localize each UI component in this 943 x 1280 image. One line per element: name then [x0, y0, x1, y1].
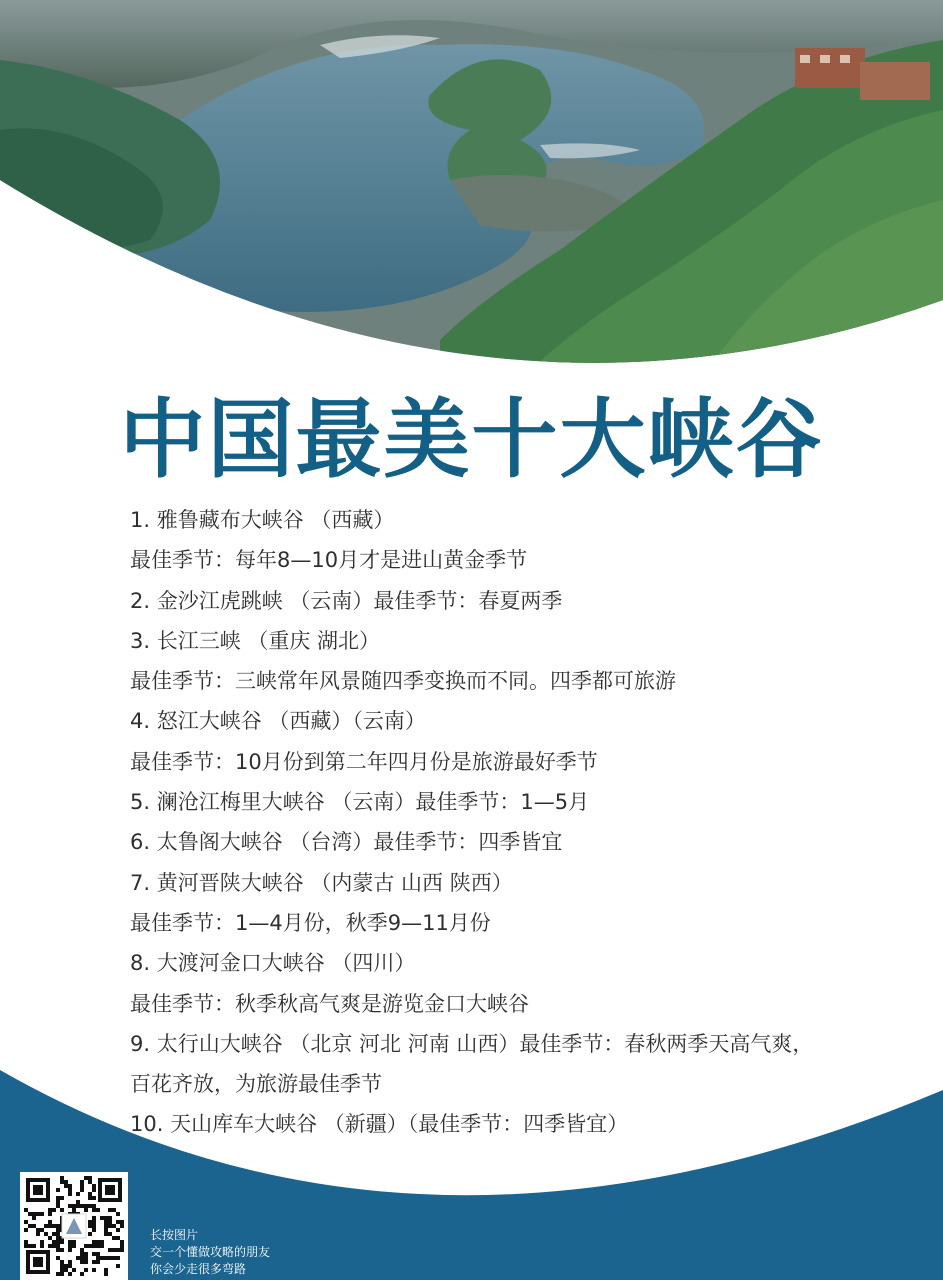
page-title: 中国最美十大峡谷 [119, 390, 824, 490]
list-item: 6. 太鲁阁大峡谷 （台湾）最佳季节：四季皆宜 [130, 830, 563, 855]
list-item: 7. 黄河晋陕大峡谷 （内蒙古 山西 陕西） [130, 870, 513, 895]
list-item: 9. 太行山大峡谷 （北京 河北 河南 山西）最佳季节：春秋两季天高气爽， [130, 1031, 814, 1056]
bottom-wave [0, 1050, 943, 1280]
list-item: 4. 怒江大峡谷 （西藏）（云南） [130, 709, 426, 734]
list-item: 10. 天山库车大峡谷 （新疆）（最佳季节：四季皆宜） [130, 1112, 629, 1137]
list-item: 最佳季节：10月份到第二年四月份是旅游最好季节 [130, 749, 598, 774]
list-item: 1. 雅鲁藏布大峡谷 （西藏） [130, 508, 395, 532]
list-item: 最佳季节：三峡常年风景随四季变换而不同。四季都可旅游 [130, 669, 676, 694]
hero-canyon-photo [0, 0, 943, 380]
list-item: 最佳季节：秋季秋高气爽是游览金口大峡谷 [130, 991, 529, 1016]
qr-code-icon[interactable] [20, 1172, 128, 1280]
footer-text [150, 1227, 270, 1278]
list-item: 最佳季节：1—4月份，秋季9—11月份 [130, 910, 491, 935]
canyon-list [130, 500, 920, 1145]
list-item: 最佳季节：每年8—10月才是进山黄金季节 [130, 548, 528, 573]
footer-line: 长按图片 [150, 1228, 199, 1242]
list-item: 百花齐放，为旅游最佳季节 [130, 1072, 382, 1097]
list-item: 3. 长江三峡 （重庆 湖北） [130, 628, 381, 653]
footer-line: 交一个懂做攻略的朋友 [150, 1245, 271, 1259]
list-item: 2. 金沙江虎跳峡 （云南）最佳季节：春夏两季 [130, 588, 563, 613]
list-item: 8. 大渡河金口大峡谷 （四川） [130, 951, 416, 976]
list-item: 5. 澜沧江梅里大峡谷 （云南）最佳季节：1—5月 [130, 790, 590, 815]
footer-line: 你会少走很多弯路 [150, 1262, 247, 1276]
